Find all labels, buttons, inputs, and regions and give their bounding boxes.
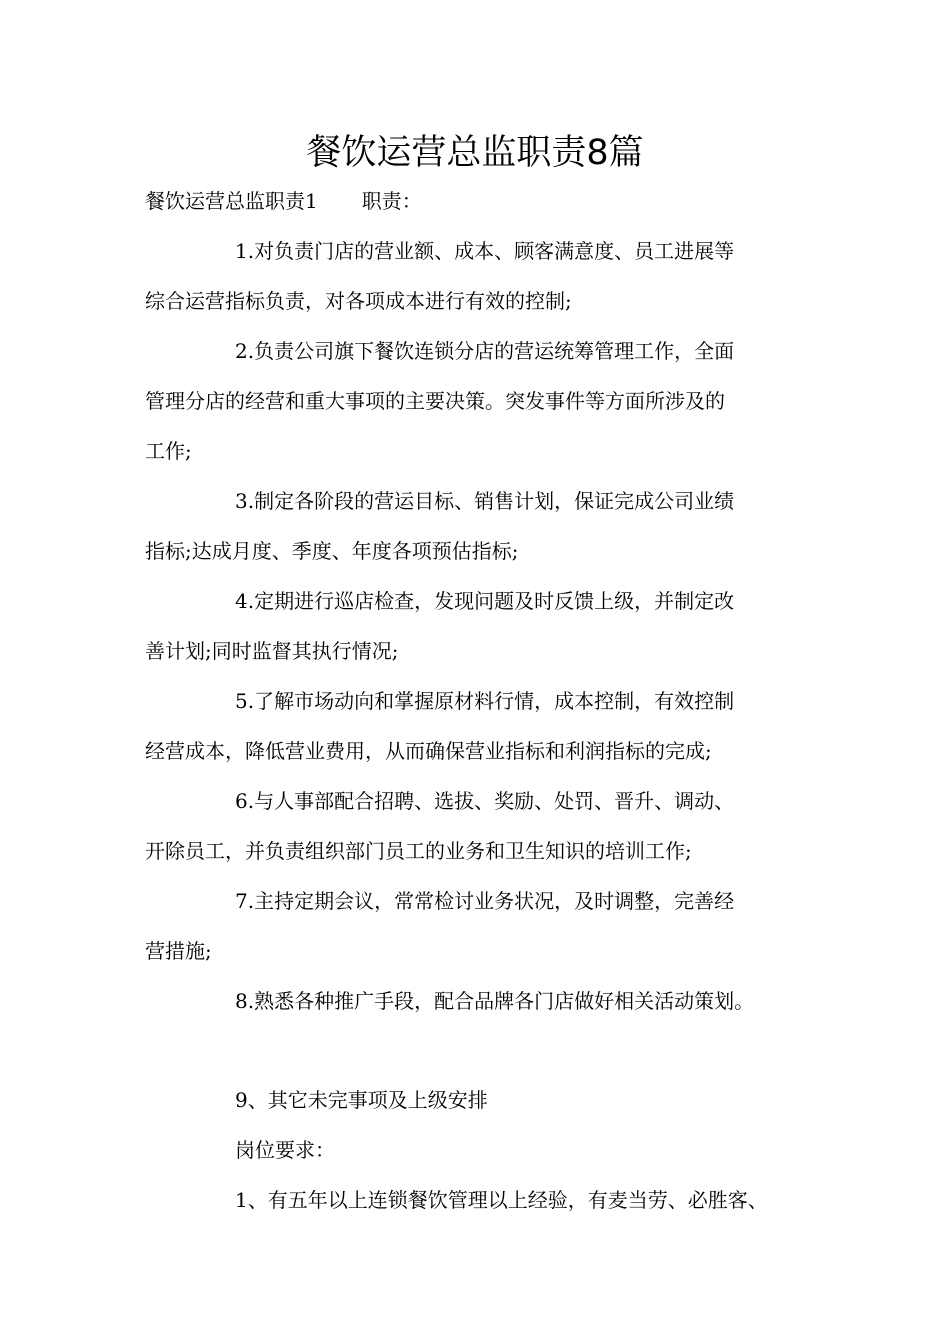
paragraph-line: 2.负责公司旗下餐饮连锁分店的营运统筹管理工作，全面 [235,339,735,363]
paragraph-line: 1、有五年以上连锁餐饮管理以上经验，有麦当劳、必胜客、 [235,1188,768,1212]
paragraph-line: 管理分店的经营和重大事项的主要决策。突发事件等方面所涉及的 [145,389,725,413]
paragraph-line: 6.与人事部配合招聘、选拔、奖励、处罚、晋升、调动、 [235,789,735,813]
document-title: 餐饮运营总监职责8篇 [306,133,644,173]
paragraph-line: 3.制定各阶段的营运目标、销售计划，保证完成公司业绩 [235,489,735,513]
paragraph-line: 善计划;同时监督其执行情况; [145,639,399,663]
section-heading [145,186,422,216]
paragraph-line: 1.对负责门店的营业额、成本、顾客满意度、员工进展等 [235,239,735,263]
requirements-heading: 岗位要求： [235,1138,335,1162]
paragraph-line: 指标;达成月度、季度、年度各项预估指标; [145,539,519,563]
paragraph-line: 工作; [145,439,192,463]
section-name: 餐饮运营总监职责1 [145,189,318,213]
paragraph-line: 8.熟悉各种推广手段，配合品牌各门店做好相关活动策划。 [235,989,755,1013]
paragraph-line: 综合运营指标负责，对各项成本进行有效的控制; [145,289,572,313]
paragraph-line: 7.主持定期会议，常常检讨业务状况，及时调整，完善经 [235,889,735,913]
paragraph-line: 5.了解市场动向和掌握原材料行情，成本控制，有效控制 [235,689,735,713]
duties-label: 职责： [361,189,422,213]
paragraph-line: 营措施; [145,939,212,963]
paragraph-line: 4.定期进行巡店检查，发现问题及时反馈上级，并制定改 [235,589,735,613]
paragraph-line: 开除员工，并负责组织部门员工的业务和卫生知识的培训工作; [145,839,692,863]
paragraph-line: 9、其它未完事项及上级安排 [235,1088,488,1112]
paragraph-line: 经营成本，降低营业费用，从而确保营业指标和利润指标的完成; [145,739,712,763]
